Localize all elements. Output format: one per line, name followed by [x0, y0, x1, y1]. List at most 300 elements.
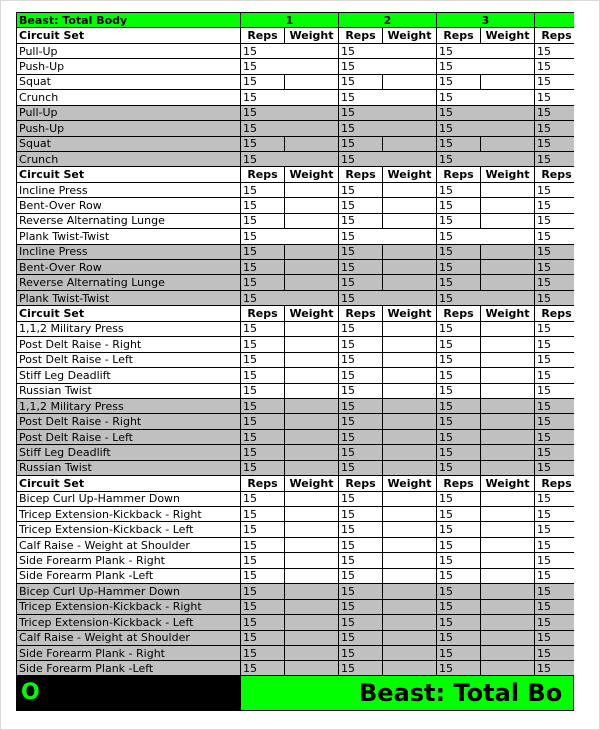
reps-value-cell[interactable]: 15 [241, 507, 285, 522]
weight-value-cell[interactable] [383, 383, 437, 398]
exercise-name-cell[interactable]: Stiff Leg Deadlift [17, 445, 241, 460]
reps-value-cell[interactable]: 15 [339, 136, 383, 151]
weight-header[interactable]: Weight [481, 476, 535, 491]
weight-value-cell[interactable] [481, 460, 535, 475]
weight-value-cell[interactable]: 15 [241, 229, 339, 244]
weight-value-cell[interactable] [285, 553, 339, 568]
weight-header[interactable]: Weight [285, 306, 339, 321]
reps-value-cell[interactable]: 15 [535, 182, 575, 197]
weight-value-cell[interactable] [285, 429, 339, 444]
set-number-cell[interactable]: 2 [339, 13, 437, 28]
reps-value-cell[interactable]: 15 [535, 213, 575, 228]
weight-value-cell[interactable] [383, 182, 437, 197]
weight-value-cell[interactable] [383, 661, 437, 676]
reps-value-cell[interactable]: 15 [437, 429, 481, 444]
weight-value-cell[interactable] [481, 398, 535, 413]
weight-value-cell[interactable] [285, 198, 339, 213]
weight-value-cell[interactable] [383, 568, 437, 583]
weight-value-cell[interactable] [383, 630, 437, 645]
weight-value-cell[interactable] [481, 615, 535, 630]
weight-value-cell[interactable] [383, 445, 437, 460]
reps-value-cell[interactable]: 15 [437, 630, 481, 645]
reps-value-cell[interactable]: 15 [535, 244, 575, 259]
reps-header[interactable]: Reps [339, 167, 383, 182]
weight-value-cell[interactable] [383, 599, 437, 614]
weight-value-cell[interactable] [383, 507, 437, 522]
exercise-name-cell[interactable]: Tricep Extension-Kickback - Left [17, 522, 241, 537]
reps-value-cell[interactable]: 15 [535, 260, 575, 275]
reps-value-cell[interactable]: 15 [437, 537, 481, 552]
exercise-name-cell[interactable]: Side Forearm Plank - Right [17, 645, 241, 660]
reps-value-cell[interactable]: 15 [437, 615, 481, 630]
reps-value-cell[interactable]: 15 [535, 429, 575, 444]
reps-value-cell[interactable]: 15 [241, 553, 285, 568]
weight-value-cell[interactable]: 15 [437, 290, 535, 305]
weight-value-cell[interactable] [481, 275, 535, 290]
reps-header[interactable]: Reps [241, 476, 285, 491]
reps-value-cell[interactable]: 15 [339, 244, 383, 259]
reps-value-cell[interactable]: 15 [339, 599, 383, 614]
weight-value-cell[interactable] [383, 429, 437, 444]
reps-value-cell[interactable]: 15 [535, 584, 575, 599]
reps-value-cell[interactable]: 15 [241, 645, 285, 660]
reps-value-cell[interactable]: 15 [241, 661, 285, 676]
exercise-name-cell[interactable]: Bicep Curl Up-Hammer Down [17, 584, 241, 599]
reps-value-cell[interactable]: 15 [437, 352, 481, 367]
weight-header[interactable]: Weight [383, 167, 437, 182]
weight-value-cell[interactable] [481, 645, 535, 660]
weight-header[interactable]: Weight [383, 28, 437, 43]
reps-value-cell[interactable]: 15 [535, 507, 575, 522]
reps-value-cell[interactable]: 15 [339, 182, 383, 197]
reps-value-cell[interactable]: 15 [241, 74, 285, 89]
weight-header[interactable]: Weight [481, 167, 535, 182]
weight-value-cell[interactable]: 15 [437, 151, 535, 166]
exercise-name-cell[interactable]: Pull-Up [17, 43, 241, 58]
reps-value-cell[interactable]: 15 [437, 414, 481, 429]
weight-header[interactable]: Weight [383, 306, 437, 321]
weight-value-cell[interactable] [481, 507, 535, 522]
reps-value-cell[interactable]: 15 [535, 522, 575, 537]
weight-value-cell[interactable] [383, 460, 437, 475]
weight-value-cell[interactable]: 15 [241, 59, 339, 74]
exercise-name-cell[interactable]: Pull-Up [17, 105, 241, 120]
reps-value-cell[interactable]: 15 [241, 368, 285, 383]
reps-value-cell[interactable]: 15 [535, 645, 575, 660]
weight-value-cell[interactable]: 15 [535, 90, 575, 105]
reps-value-cell[interactable]: 15 [241, 337, 285, 352]
weight-value-cell[interactable]: 15 [339, 59, 437, 74]
weight-value-cell[interactable] [481, 599, 535, 614]
reps-value-cell[interactable]: 15 [241, 260, 285, 275]
sheet-title-cell[interactable]: Beast: Total Body [17, 13, 241, 28]
reps-value-cell[interactable]: 15 [241, 414, 285, 429]
exercise-name-cell[interactable]: Reverse Alternating Lunge [17, 213, 241, 228]
weight-value-cell[interactable] [383, 522, 437, 537]
reps-header[interactable]: Reps [437, 167, 481, 182]
weight-value-cell[interactable] [285, 615, 339, 630]
exercise-name-cell[interactable]: Side Forearm Plank -Left [17, 568, 241, 583]
reps-value-cell[interactable]: 15 [339, 507, 383, 522]
reps-value-cell[interactable]: 15 [241, 352, 285, 367]
exercise-name-cell[interactable]: Bicep Curl Up-Hammer Down [17, 491, 241, 506]
weight-value-cell[interactable] [383, 537, 437, 552]
weight-value-cell[interactable] [481, 445, 535, 460]
weight-value-cell[interactable] [481, 321, 535, 336]
exercise-name-cell[interactable]: Push-Up [17, 59, 241, 74]
reps-value-cell[interactable]: 15 [339, 445, 383, 460]
weight-value-cell[interactable]: 15 [535, 59, 575, 74]
weight-value-cell[interactable] [481, 553, 535, 568]
reps-header[interactable]: Reps [535, 167, 575, 182]
weight-value-cell[interactable] [481, 537, 535, 552]
reps-value-cell[interactable]: 15 [339, 522, 383, 537]
exercise-name-cell[interactable]: Crunch [17, 90, 241, 105]
reps-value-cell[interactable]: 15 [535, 491, 575, 506]
reps-value-cell[interactable]: 15 [241, 630, 285, 645]
weight-header[interactable]: Weight [285, 476, 339, 491]
exercise-name-cell[interactable]: Reverse Alternating Lunge [17, 275, 241, 290]
weight-value-cell[interactable] [481, 337, 535, 352]
reps-value-cell[interactable]: 15 [437, 74, 481, 89]
weight-value-cell[interactable] [481, 182, 535, 197]
weight-value-cell[interactable] [285, 182, 339, 197]
weight-value-cell[interactable] [481, 429, 535, 444]
weight-value-cell[interactable]: 15 [339, 90, 437, 105]
reps-value-cell[interactable]: 15 [339, 645, 383, 660]
exercise-name-cell[interactable]: Bent-Over Row [17, 198, 241, 213]
exercise-name-cell[interactable]: Incline Press [17, 244, 241, 259]
weight-value-cell[interactable] [285, 537, 339, 552]
reps-value-cell[interactable]: 15 [437, 368, 481, 383]
weight-value-cell[interactable] [481, 368, 535, 383]
set-number-cell[interactable] [535, 13, 575, 28]
weight-value-cell[interactable]: 15 [437, 105, 535, 120]
reps-value-cell[interactable]: 15 [535, 460, 575, 475]
weight-value-cell[interactable] [383, 136, 437, 151]
reps-value-cell[interactable]: 15 [535, 198, 575, 213]
weight-value-cell[interactable] [481, 74, 535, 89]
weight-value-cell[interactable]: 15 [535, 229, 575, 244]
reps-value-cell[interactable]: 15 [437, 244, 481, 259]
exercise-name-cell[interactable]: Tricep Extension-Kickback - Right [17, 599, 241, 614]
reps-value-cell[interactable]: 15 [241, 445, 285, 460]
weight-value-cell[interactable]: 15 [241, 90, 339, 105]
weight-value-cell[interactable]: 15 [241, 105, 339, 120]
exercise-name-cell[interactable]: 1,1,2 Military Press [17, 321, 241, 336]
reps-value-cell[interactable]: 15 [437, 645, 481, 660]
exercise-name-cell[interactable]: Push-Up [17, 121, 241, 136]
reps-value-cell[interactable]: 15 [339, 275, 383, 290]
weight-value-cell[interactable] [285, 460, 339, 475]
exercise-name-cell[interactable]: Tricep Extension-Kickback - Left [17, 615, 241, 630]
weight-value-cell[interactable]: 15 [535, 43, 575, 58]
reps-value-cell[interactable]: 15 [437, 445, 481, 460]
weight-value-cell[interactable] [285, 368, 339, 383]
set-number-cell[interactable]: 1 [241, 13, 339, 28]
weight-value-cell[interactable] [481, 198, 535, 213]
weight-value-cell[interactable]: 15 [339, 151, 437, 166]
weight-value-cell[interactable] [285, 383, 339, 398]
weight-value-cell[interactable]: 15 [339, 105, 437, 120]
weight-value-cell[interactable]: 15 [535, 151, 575, 166]
reps-value-cell[interactable]: 15 [339, 553, 383, 568]
reps-value-cell[interactable]: 15 [339, 568, 383, 583]
reps-value-cell[interactable]: 15 [535, 599, 575, 614]
circuit-set-label[interactable]: Circuit Set [17, 306, 241, 321]
reps-value-cell[interactable]: 15 [241, 398, 285, 413]
reps-value-cell[interactable]: 15 [437, 383, 481, 398]
reps-value-cell[interactable]: 15 [437, 491, 481, 506]
reps-value-cell[interactable]: 15 [241, 429, 285, 444]
weight-header[interactable]: Weight [481, 28, 535, 43]
exercise-name-cell[interactable]: Plank Twist-Twist [17, 229, 241, 244]
reps-value-cell[interactable]: 15 [437, 599, 481, 614]
weight-value-cell[interactable] [285, 491, 339, 506]
reps-value-cell[interactable]: 15 [535, 321, 575, 336]
reps-value-cell[interactable]: 15 [437, 275, 481, 290]
reps-header[interactable]: Reps [535, 476, 575, 491]
exercise-name-cell[interactable]: Tricep Extension-Kickback - Right [17, 507, 241, 522]
weight-header[interactable]: Weight [285, 167, 339, 182]
weight-value-cell[interactable] [285, 275, 339, 290]
weight-value-cell[interactable] [285, 352, 339, 367]
weight-value-cell[interactable] [285, 398, 339, 413]
reps-header[interactable]: Reps [535, 306, 575, 321]
weight-value-cell[interactable]: 15 [437, 43, 535, 58]
exercise-name-cell[interactable]: Calf Raise - Weight at Shoulder [17, 630, 241, 645]
reps-header[interactable]: Reps [437, 306, 481, 321]
weight-value-cell[interactable] [383, 244, 437, 259]
weight-value-cell[interactable] [383, 213, 437, 228]
reps-value-cell[interactable]: 15 [339, 337, 383, 352]
reps-value-cell[interactable]: 15 [339, 491, 383, 506]
reps-value-cell[interactable]: 15 [535, 368, 575, 383]
weight-value-cell[interactable] [285, 337, 339, 352]
reps-value-cell[interactable]: 15 [437, 522, 481, 537]
reps-value-cell[interactable]: 15 [241, 615, 285, 630]
weight-value-cell[interactable] [383, 337, 437, 352]
weight-value-cell[interactable] [285, 630, 339, 645]
reps-value-cell[interactable]: 15 [339, 198, 383, 213]
reps-value-cell[interactable]: 15 [535, 568, 575, 583]
weight-value-cell[interactable]: 15 [339, 121, 437, 136]
reps-value-cell[interactable]: 15 [339, 414, 383, 429]
reps-value-cell[interactable]: 15 [339, 368, 383, 383]
reps-value-cell[interactable]: 15 [437, 182, 481, 197]
reps-value-cell[interactable]: 15 [535, 553, 575, 568]
reps-value-cell[interactable]: 15 [437, 568, 481, 583]
reps-value-cell[interactable]: 15 [339, 213, 383, 228]
reps-value-cell[interactable]: 15 [241, 244, 285, 259]
reps-value-cell[interactable]: 15 [437, 260, 481, 275]
weight-value-cell[interactable] [383, 352, 437, 367]
reps-header[interactable]: Reps [339, 306, 383, 321]
reps-value-cell[interactable]: 15 [241, 460, 285, 475]
weight-value-cell[interactable]: 15 [241, 290, 339, 305]
exercise-name-cell[interactable]: Stiff Leg Deadlift [17, 368, 241, 383]
weight-value-cell[interactable]: 15 [437, 229, 535, 244]
weight-value-cell[interactable] [285, 445, 339, 460]
weight-value-cell[interactable] [285, 414, 339, 429]
weight-value-cell[interactable] [383, 645, 437, 660]
weight-value-cell[interactable] [383, 198, 437, 213]
weight-value-cell[interactable] [383, 275, 437, 290]
weight-value-cell[interactable] [481, 568, 535, 583]
weight-value-cell[interactable] [285, 645, 339, 660]
exercise-name-cell[interactable]: Incline Press [17, 182, 241, 197]
weight-value-cell[interactable] [481, 630, 535, 645]
reps-value-cell[interactable]: 15 [339, 352, 383, 367]
reps-value-cell[interactable]: 15 [535, 352, 575, 367]
reps-value-cell[interactable]: 15 [437, 460, 481, 475]
reps-value-cell[interactable]: 15 [339, 584, 383, 599]
weight-header[interactable]: Weight [383, 476, 437, 491]
exercise-name-cell[interactable]: Plank Twist-Twist [17, 290, 241, 305]
reps-value-cell[interactable]: 15 [535, 661, 575, 676]
exercise-name-cell[interactable]: Post Delt Raise - Left [17, 352, 241, 367]
weight-value-cell[interactable] [481, 383, 535, 398]
circuit-set-label[interactable]: Circuit Set [17, 476, 241, 491]
weight-value-cell[interactable] [383, 553, 437, 568]
exercise-name-cell[interactable]: Post Delt Raise - Right [17, 414, 241, 429]
reps-value-cell[interactable]: 15 [437, 661, 481, 676]
circuit-set-label[interactable]: Circuit Set [17, 167, 241, 182]
reps-value-cell[interactable]: 15 [535, 136, 575, 151]
reps-value-cell[interactable]: 15 [241, 136, 285, 151]
reps-value-cell[interactable]: 15 [241, 599, 285, 614]
reps-header[interactable]: Reps [437, 476, 481, 491]
exercise-name-cell[interactable]: Crunch [17, 151, 241, 166]
reps-value-cell[interactable]: 15 [339, 321, 383, 336]
reps-value-cell[interactable]: 15 [535, 615, 575, 630]
reps-header[interactable]: Reps [339, 28, 383, 43]
reps-value-cell[interactable]: 15 [339, 630, 383, 645]
reps-value-cell[interactable]: 15 [241, 537, 285, 552]
reps-value-cell[interactable]: 15 [437, 198, 481, 213]
weight-value-cell[interactable] [481, 352, 535, 367]
weight-value-cell[interactable]: 15 [535, 121, 575, 136]
weight-value-cell[interactable]: 15 [339, 43, 437, 58]
weight-value-cell[interactable] [383, 584, 437, 599]
weight-value-cell[interactable] [383, 74, 437, 89]
reps-value-cell[interactable]: 15 [241, 522, 285, 537]
reps-value-cell[interactable]: 15 [535, 337, 575, 352]
reps-value-cell[interactable]: 15 [339, 460, 383, 475]
reps-value-cell[interactable]: 15 [339, 383, 383, 398]
weight-header[interactable]: Weight [285, 28, 339, 43]
weight-value-cell[interactable]: 15 [437, 90, 535, 105]
weight-value-cell[interactable] [383, 398, 437, 413]
circuit-set-label[interactable]: Circuit Set [17, 28, 241, 43]
weight-value-cell[interactable] [285, 584, 339, 599]
weight-value-cell[interactable] [481, 414, 535, 429]
exercise-name-cell[interactable]: Post Delt Raise - Right [17, 337, 241, 352]
weight-value-cell[interactable]: 15 [339, 290, 437, 305]
reps-value-cell[interactable]: 15 [437, 321, 481, 336]
reps-value-cell[interactable]: 15 [437, 507, 481, 522]
weight-value-cell[interactable] [481, 244, 535, 259]
exercise-name-cell[interactable]: Side Forearm Plank - Right [17, 553, 241, 568]
reps-value-cell[interactable]: 15 [241, 383, 285, 398]
reps-value-cell[interactable]: 15 [339, 615, 383, 630]
reps-header[interactable]: Reps [339, 476, 383, 491]
reps-value-cell[interactable]: 15 [339, 398, 383, 413]
set-number-cell[interactable]: 3 [437, 13, 535, 28]
reps-value-cell[interactable]: 15 [241, 182, 285, 197]
weight-value-cell[interactable] [481, 522, 535, 537]
reps-value-cell[interactable]: 15 [339, 537, 383, 552]
reps-value-cell[interactable]: 15 [241, 198, 285, 213]
reps-value-cell[interactable]: 15 [437, 584, 481, 599]
weight-value-cell[interactable] [285, 74, 339, 89]
reps-value-cell[interactable]: 15 [241, 568, 285, 583]
weight-value-cell[interactable]: 15 [241, 121, 339, 136]
weight-value-cell[interactable]: 15 [437, 121, 535, 136]
exercise-name-cell[interactable]: Russian Twist [17, 460, 241, 475]
reps-value-cell[interactable]: 15 [535, 383, 575, 398]
reps-value-cell[interactable]: 15 [241, 275, 285, 290]
exercise-name-cell[interactable]: Russian Twist [17, 383, 241, 398]
reps-value-cell[interactable]: 15 [437, 213, 481, 228]
reps-header[interactable]: Reps [437, 28, 481, 43]
weight-value-cell[interactable] [481, 491, 535, 506]
weight-value-cell[interactable] [383, 491, 437, 506]
reps-header[interactable]: Reps [535, 28, 575, 43]
weight-value-cell[interactable] [285, 568, 339, 583]
exercise-name-cell[interactable]: Post Delt Raise - Left [17, 429, 241, 444]
weight-value-cell[interactable] [481, 260, 535, 275]
weight-value-cell[interactable] [383, 414, 437, 429]
weight-value-cell[interactable] [285, 213, 339, 228]
weight-value-cell[interactable]: 15 [241, 151, 339, 166]
reps-value-cell[interactable]: 15 [437, 136, 481, 151]
reps-value-cell[interactable]: 15 [339, 429, 383, 444]
weight-value-cell[interactable] [481, 213, 535, 228]
reps-value-cell[interactable]: 15 [339, 74, 383, 89]
reps-value-cell[interactable]: 15 [437, 553, 481, 568]
exercise-name-cell[interactable]: Calf Raise - Weight at Shoulder [17, 537, 241, 552]
weight-value-cell[interactable] [285, 136, 339, 151]
weight-value-cell[interactable] [481, 136, 535, 151]
weight-value-cell[interactable]: 15 [241, 43, 339, 58]
weight-value-cell[interactable] [481, 584, 535, 599]
weight-value-cell[interactable] [285, 661, 339, 676]
weight-value-cell[interactable] [481, 661, 535, 676]
reps-value-cell[interactable]: 15 [535, 398, 575, 413]
weight-value-cell[interactable] [285, 507, 339, 522]
weight-value-cell[interactable]: 15 [535, 290, 575, 305]
reps-value-cell[interactable]: 15 [535, 537, 575, 552]
exercise-name-cell[interactable]: Side Forearm Plank -Left [17, 661, 241, 676]
weight-value-cell[interactable]: 15 [339, 229, 437, 244]
weight-value-cell[interactable] [285, 522, 339, 537]
reps-value-cell[interactable]: 15 [339, 260, 383, 275]
reps-value-cell[interactable]: 15 [535, 275, 575, 290]
reps-value-cell[interactable]: 15 [241, 584, 285, 599]
exercise-name-cell[interactable]: Bent-Over Row [17, 260, 241, 275]
weight-value-cell[interactable] [383, 321, 437, 336]
reps-value-cell[interactable]: 15 [339, 661, 383, 676]
weight-header[interactable]: Weight [481, 306, 535, 321]
reps-value-cell[interactable]: 15 [241, 491, 285, 506]
weight-value-cell[interactable] [383, 615, 437, 630]
weight-value-cell[interactable] [285, 244, 339, 259]
reps-value-cell[interactable]: 15 [437, 337, 481, 352]
exercise-name-cell[interactable]: Squat [17, 74, 241, 89]
exercise-name-cell[interactable]: Squat [17, 136, 241, 151]
reps-value-cell[interactable]: 15 [241, 321, 285, 336]
